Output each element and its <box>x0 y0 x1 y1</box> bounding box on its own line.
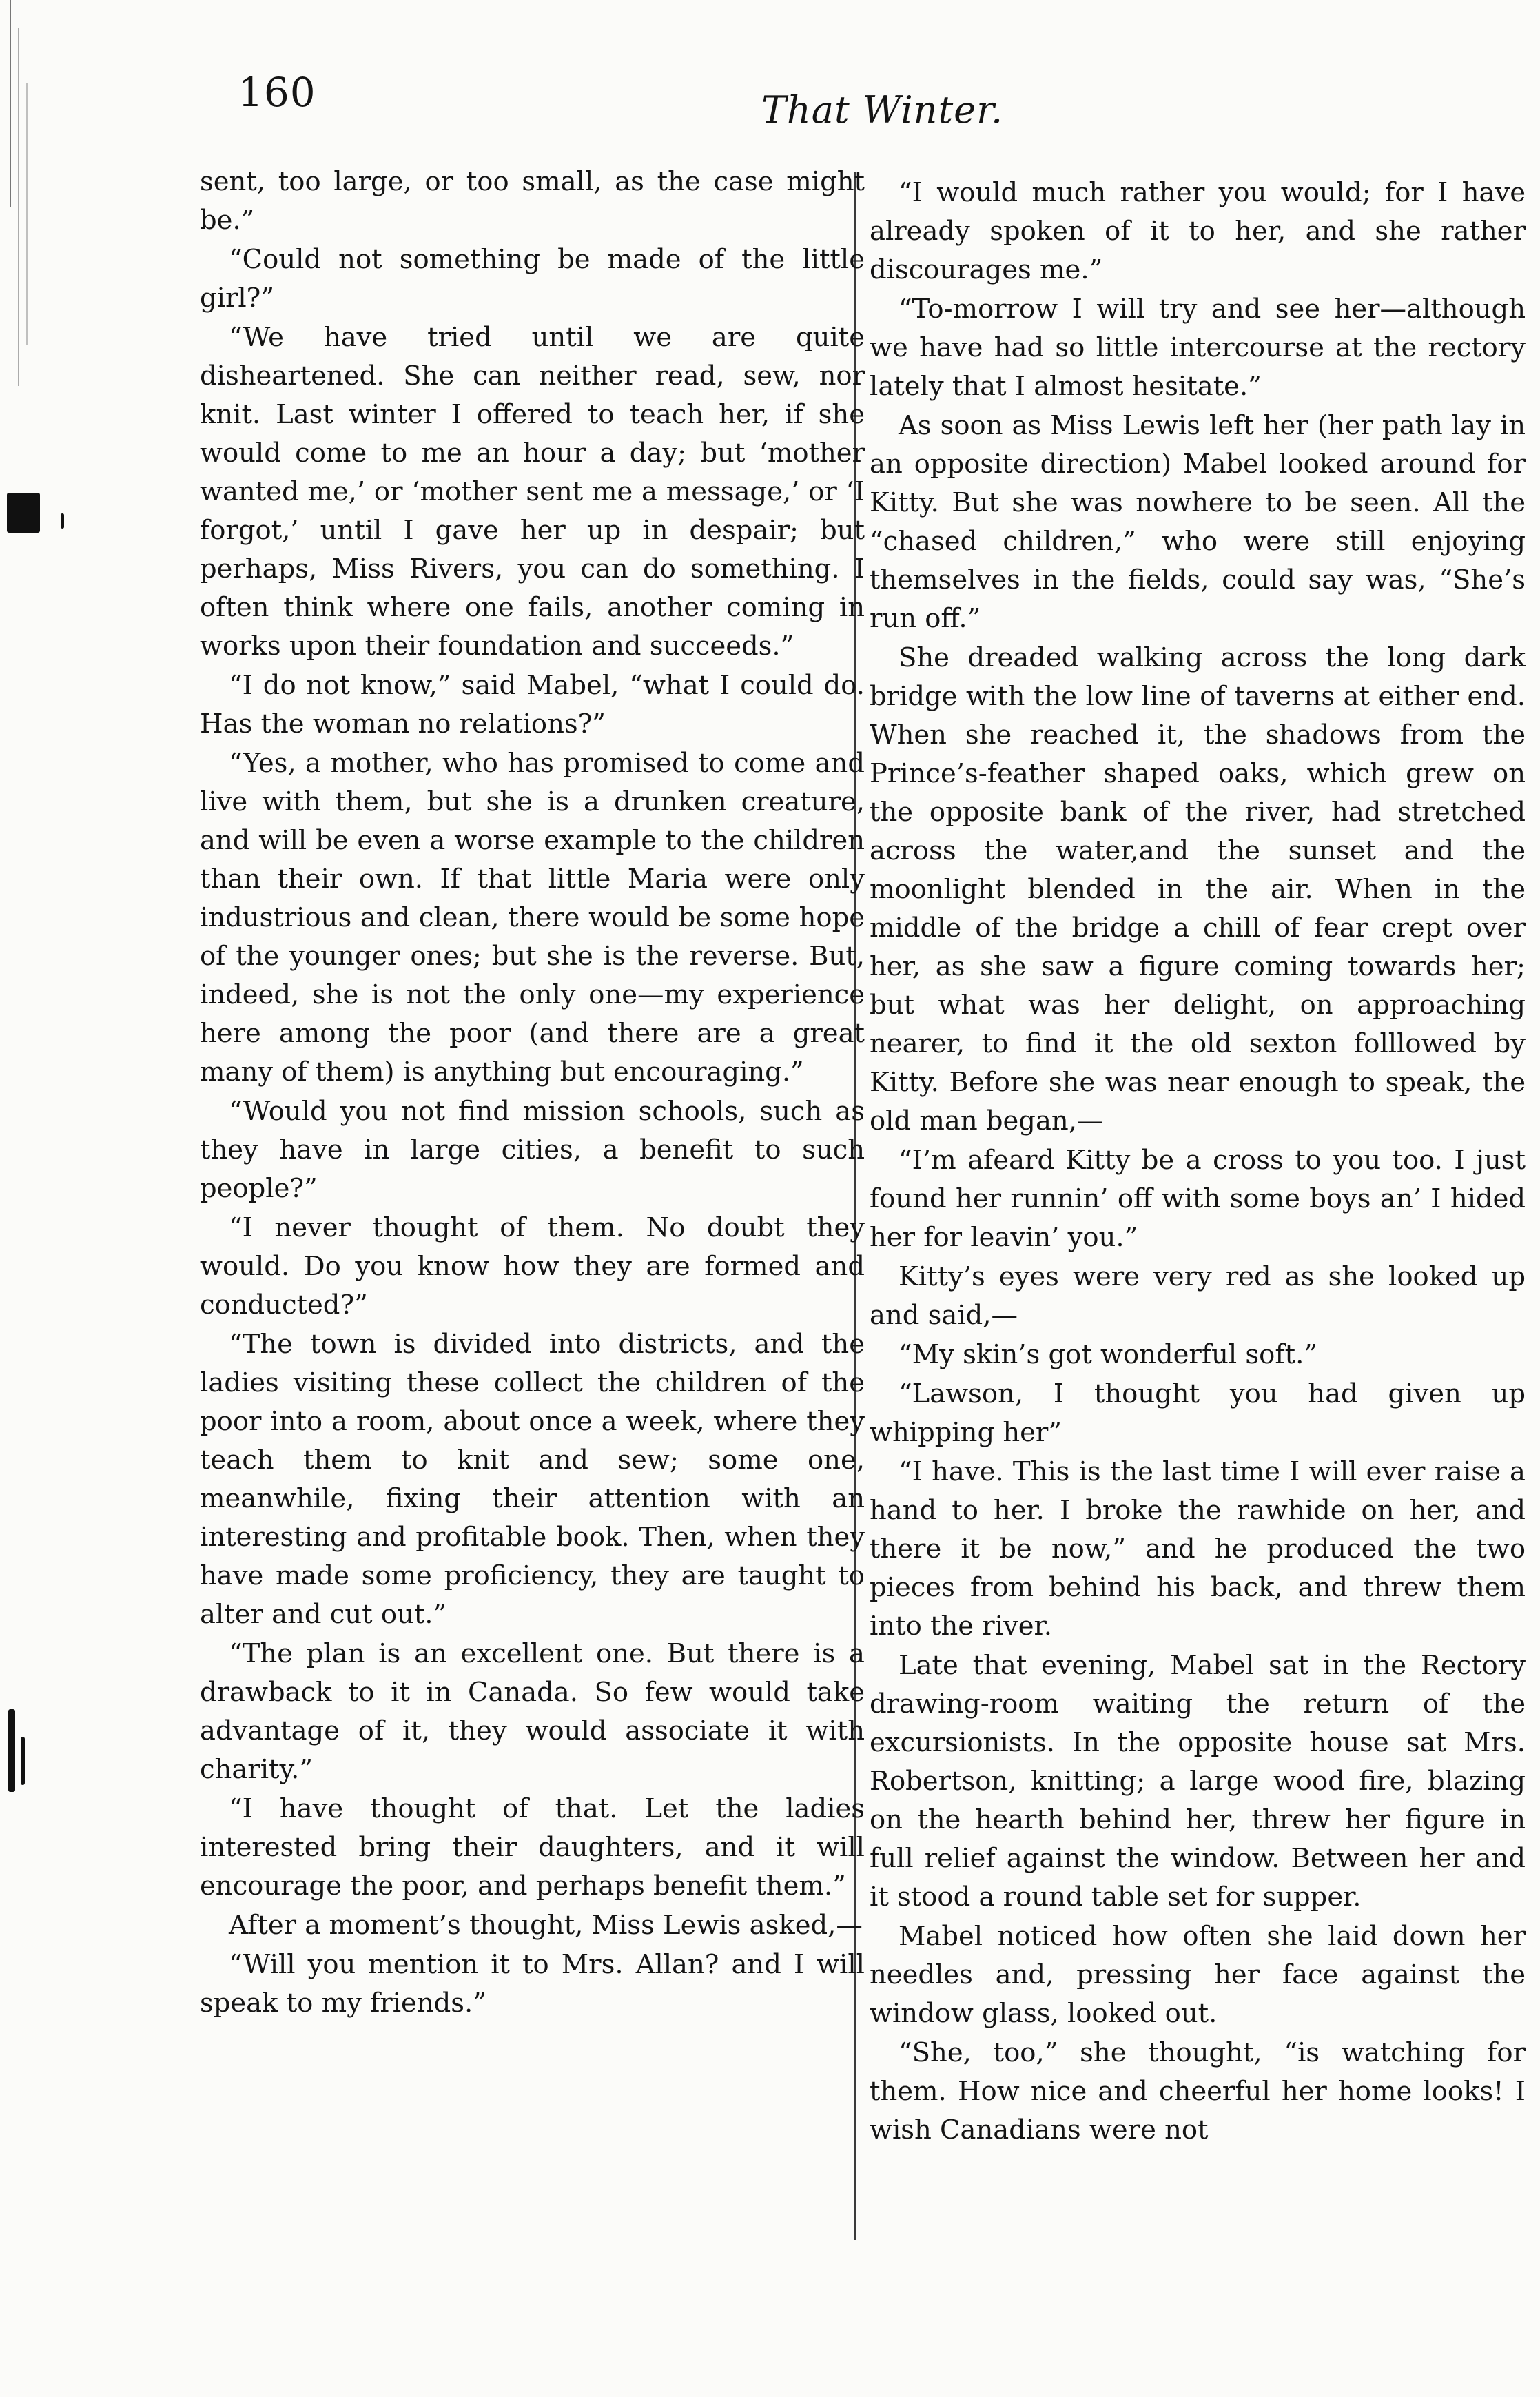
running-title: That Winter. <box>761 88 1004 132</box>
paragraph: “I have thought of that. Let the ladies interested bring their daughters, and it will encourage the poor, and perhaps benefit them.” <box>200 1793 865 1901</box>
paragraph: “Would you not find mission schools, such as they have in large cities, a benefit to such people?” <box>200 1096 865 1204</box>
right-column <box>870 174 1526 2150</box>
paragraph: “Could not something be made of the little girl?” <box>200 244 865 314</box>
paragraph: “The plan is an excellent one. But there is a drawback to it in Canada. So few would take advantage of it, they would associate it with charity.” <box>200 1638 865 1785</box>
edge-blot <box>8 1709 15 1792</box>
paragraph: “I’m afeard Kitty be a cross to you too. I just found her runnin’ off with some boys an’ I hided her for leavin’ you.” <box>870 1145 1526 1253</box>
paragraph: “The town is divided into districts, and the ladies visiting these collect the children of the poor into a room, about once a week, where they teach them to knit and sew; some one, meanwhile, fixing their attention with an interesting and profitable book. Then, when they have made some proficiency, they are taught to alter and cut out.” <box>200 1329 865 1630</box>
paragraph: “To-morrow I will try and see her—although we have had so little intercourse at the rectory lately that I almost hesitate.” <box>870 294 1526 402</box>
paragraph: “I would much rather you would; for I have already spoken of it to her, and she rather discourages me.” <box>870 177 1526 285</box>
paragraph: Mabel noticed how often she laid down her needles and, pressing her face against the window glass, looked out. <box>870 1921 1526 2029</box>
paragraph: sent, too large, or too small, as the case might be.” <box>200 166 865 236</box>
edge-line <box>10 0 11 207</box>
paragraph: “Will you mention it to Mrs. Allan? and I will speak to my friends.” <box>200 1949 865 2019</box>
paragraph: Kitty’s eyes were very red as she looked up and said,— <box>870 1261 1526 1331</box>
paragraph: “I have. This is the last time I will ever raise a hand to her. I broke the rawhide on her, and there it be now,” and he produced the two pieces from behind his back, and threw them into the river. <box>870 1456 1526 1642</box>
paragraph: After a moment’s thought, Miss Lewis asked,— <box>229 1910 863 1941</box>
left-column <box>200 163 865 2023</box>
paragraph: “Yes, a mother, who has promised to come and live with them, but she is a drunken creature, and will be even a worse example to the children than their own. If that little Maria were only industrious and clean, there would be some hope of the younger ones; but she is the reverse. But, indeed, she is not the only one—my experience here among the poor (and there are a great many of them) is anything but encouraging.” <box>200 748 865 1088</box>
edge-line <box>26 83 28 345</box>
paragraph: “She, too,” she thought, “is watching for them. How nice and cheerful her home looks! I wish Canadians were not <box>870 2037 1526 2145</box>
edge-blot <box>61 513 64 529</box>
edge-blot <box>21 1737 25 1785</box>
paragraph: “My skin’s got wonderful soft.” <box>899 1339 1317 1370</box>
page-number: 160 <box>238 69 316 116</box>
paragraph: “We have tried until we are quite disheartened. She can neither read, sew, nor knit. Last winter I offered to teach her, if she would come to me an hour a day; but ‘mother wanted me,’ or ‘mother sent me a message,’ or ‘I forgot,’ until I gave her up in despair; but perhaps, Miss Rivers, you can do something. I often think where one fails, another coming in works upon their foundation and succeeds.” <box>200 322 865 662</box>
edge-line <box>18 28 19 386</box>
page-edge-marks <box>0 0 76 2397</box>
paragraph: “I never thought of them. No doubt they would. Do you know how they are formed and conducted?” <box>200 1212 865 1320</box>
edge-blot <box>7 493 40 533</box>
paragraph: “Lawson, I thought you had given up whipping her” <box>870 1378 1526 1448</box>
paragraph: As soon as Miss Lewis left her (her path lay in an opposite direction) Mabel looked around for Kitty. But she was nowhere to be seen. All the “chased children,” who were still enjoying themselves in the fields, could say was, “She’s run off.” <box>870 410 1526 634</box>
paragraph: She dreaded walking across the long dark bridge with the low line of taverns at either end. When she reached it, the shadows from the Prince’s-feather shaped oaks, which grew on the opposite bank of the river, had stretched across the water,and the sunset and the moonlight blended in the air. When in the middle of the bridge a chill of fear crept over her, as she saw a figure coming towards her; but what was her delight, on approaching nearer, to find it the old sexton folllowed by Kitty. Before she was near enough to speak, the old man began,— <box>870 642 1526 1136</box>
paragraph: “I do not know,” said Mabel, “what I could do. Has the woman no relations?” <box>200 670 865 740</box>
paragraph: Late that evening, Mabel sat in the Rectory drawing-room waiting the return of the excursionists. In the opposite house sat Mrs. Robertson, knitting; a large wood fire, blazing on the hearth behind her, threw her figure in full relief against the window. Between her and it stood a round table set for supper. <box>870 1650 1526 1912</box>
